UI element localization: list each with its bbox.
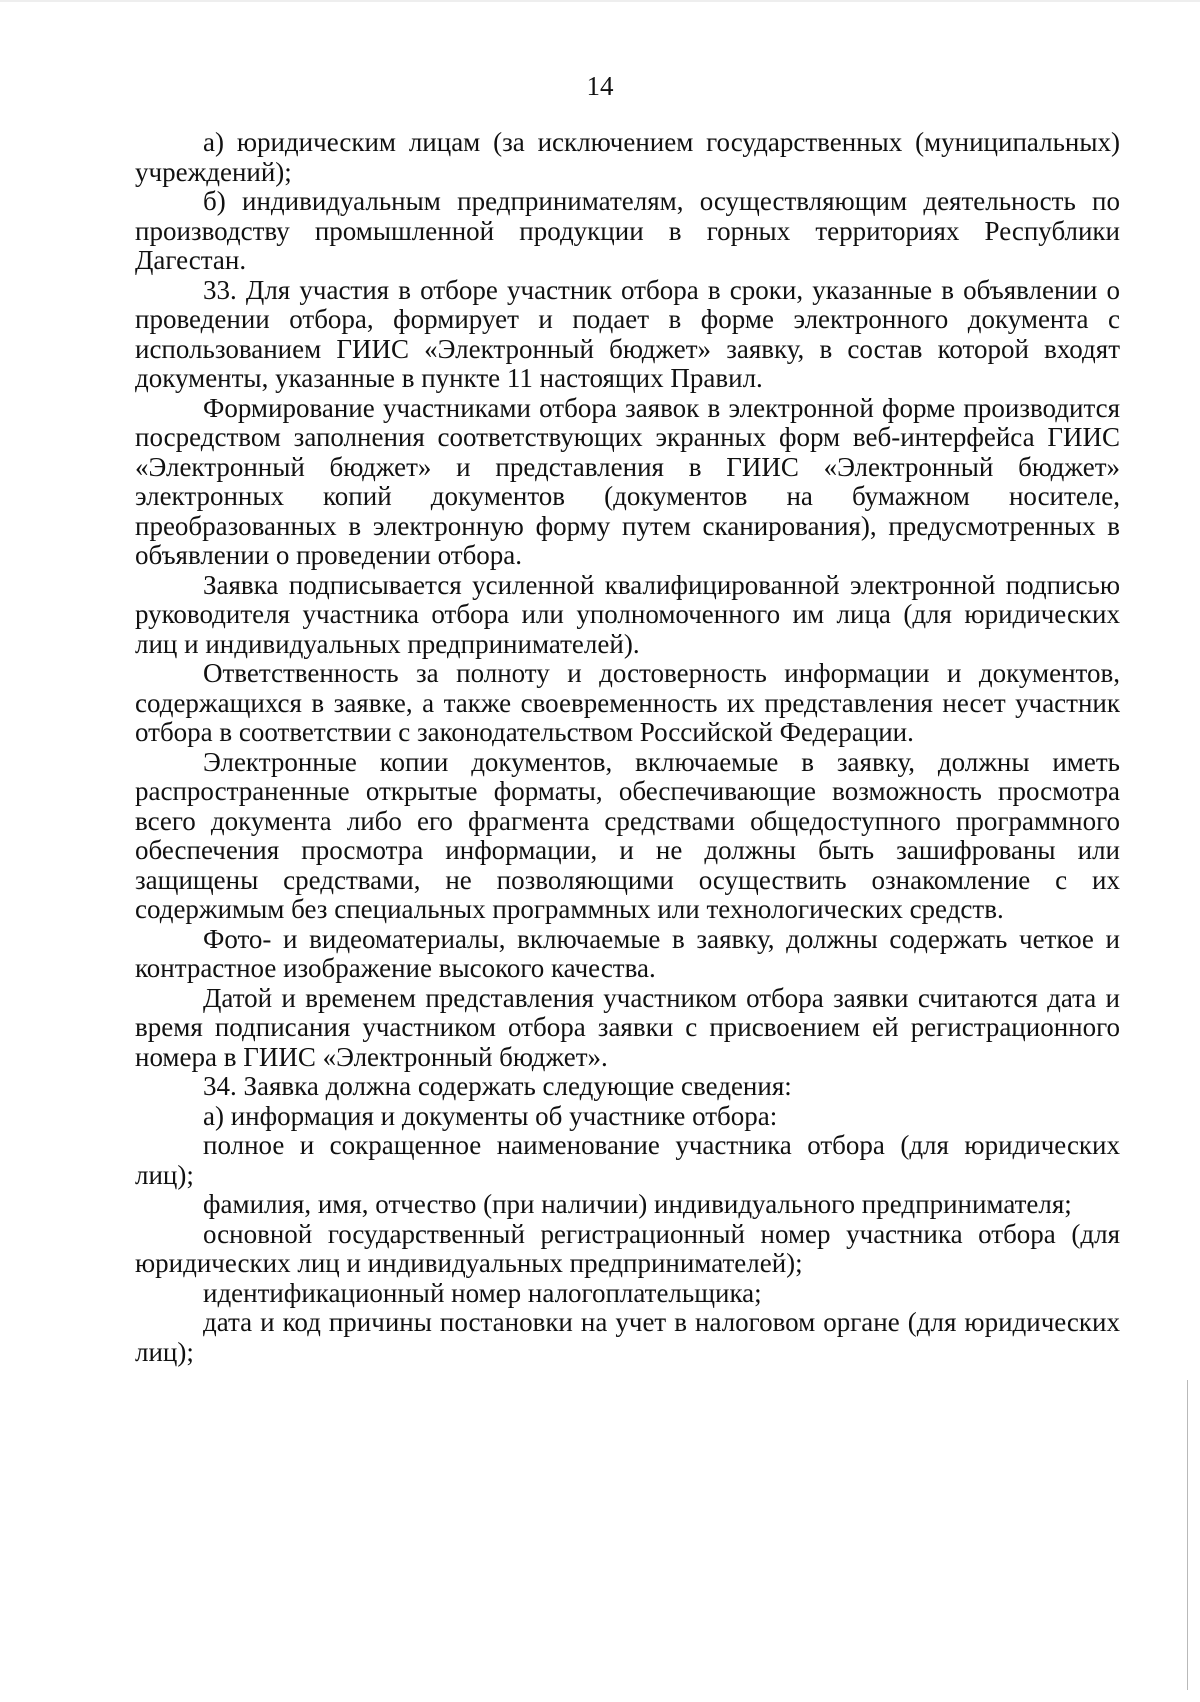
scan-edge-right <box>1187 1380 1188 1690</box>
paragraph-item-b-entrepreneurs: б) индивидуальным предпринимателям, осуществляющим деятельность по производству промышленной продукции в горных территориях Республики Дагестан. <box>135 186 1120 275</box>
document-body <box>135 128 1120 1367</box>
scan-edge-top <box>0 0 1200 2</box>
paragraph-photo-video: Фото- и видеоматериалы, включаемые в заявку, должны содержать четкое и контрастное изображение высокого качества. <box>135 923 1120 983</box>
paragraph-full-name: полное и сокращенное наименование участника отбора (для юридических лиц); <box>135 1130 1120 1190</box>
paragraph-responsibility: Ответственность за полноту и достоверность информации и документов, содержащихся в заявке, а также своевременность их представления несет участник отбора в соответствии с законодательством Российской Федерации. <box>135 658 1120 747</box>
paragraph-participant-info: а) информация и документы об участнике отбора: <box>203 1100 778 1131</box>
paragraph-entrepreneur-name: фамилия, имя, отчество (при наличии) индивидуального предпринимателя; <box>203 1189 1072 1219</box>
paragraph-kpp: дата и код причины постановки на учет в налоговом органе (для юридических лиц); <box>135 1307 1120 1367</box>
paragraph-ogrn: основной государственный регистрационный номер участника отбора (для юридических лиц и индивидуальных предпринимателей); <box>135 1218 1120 1278</box>
paragraph-clause-33: 33. Для участия в отборе участник отбора в сроки, указанные в объявлении о проведении отбора, формирует и подает в форме электронного документа с использованием ГИИС «Электронный бюджет» заявку, в состав которой входят документы, указанные в пункте 11 настоящих Правил. <box>135 274 1120 393</box>
paragraph-item-a-legal-entities: а) юридическим лицам (за исключением государственных (муниципальных) учреждений); <box>135 127 1120 187</box>
paragraph-inn: идентификационный номер налогоплательщика; <box>203 1277 762 1308</box>
paragraph-electronic-copies: Электронные копии документов, включаемые в заявку, должны иметь распространенные открытые форматы, обеспечивающие возможность просмотра всего документа либо его фрагмента средствами общедоступного программного обеспечения просмотра информации, и не должны быть зашифрованы или защищены средствами, не позволяющими осуществить ознакомление с их содержимым без специальных программных или технологических средств. <box>135 746 1120 924</box>
paragraph-application-forming: Формирование участниками отбора заявок в электронной форме производится посредством заполнения соответствующих экранных форм веб-интерфейса ГИИС «Электронный бюджет» и представления в ГИИС «Электронный бюджет» электронных копий документов (документов на бумажном носителе, преобразованных в электронную форму путем сканирования), предусмотренных в объявлении о проведении отбора. <box>135 392 1120 570</box>
paragraph-signature: Заявка подписывается усиленной квалифицированной электронной подписью руководителя участника отбора или уполномоченного им лица (для юридических лиц и индивидуальных предпринимателей). <box>135 569 1120 659</box>
paragraph-submission-date: Датой и временем представления участником отбора заявки считаются дата и время подписания участником отбора заявки с присвоением ей регистрационного номера в ГИИС «Электронный бюджет». <box>135 982 1120 1072</box>
page-number: 14 <box>586 71 614 101</box>
paragraph-clause-34: 34. Заявка должна содержать следующие сведения: <box>203 1071 792 1101</box>
